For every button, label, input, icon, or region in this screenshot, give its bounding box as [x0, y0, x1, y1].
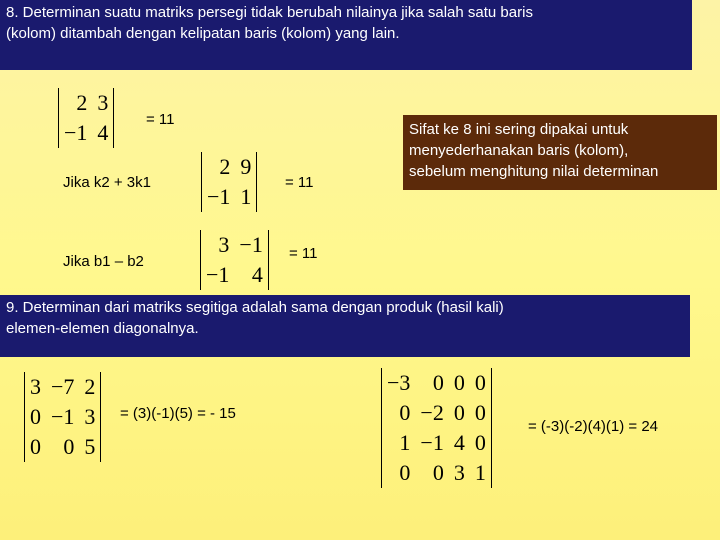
matrix-cell: 4	[97, 120, 109, 145]
section-8-banner	[0, 0, 692, 70]
matrix-cell: −1	[51, 404, 75, 429]
note-line-2: menyederhanakan baris (kolom),	[409, 142, 629, 159]
note-line-1: Sifat ke 8 ini sering dipakai untuk	[409, 121, 629, 138]
matrix-cell: 0	[30, 404, 41, 429]
section-8-line-2: (kolom) ditambah dengan kelipatan baris (kolom) yang lain.	[6, 25, 400, 42]
section-9-banner	[0, 295, 690, 357]
matrix-cell: −7	[51, 374, 75, 399]
matrix-cell: 2	[84, 374, 96, 399]
matrix-cell: 9	[240, 154, 252, 179]
matrix-cell: 0	[453, 370, 465, 395]
matrix-cell: 3	[453, 460, 465, 485]
matrix-cell: 2	[76, 90, 88, 115]
matrix-cell: 3	[218, 232, 230, 257]
triangular-matrix-3x3	[24, 372, 101, 462]
matrix-cell: 0	[432, 370, 444, 395]
matrix-cell: 0	[474, 370, 486, 395]
matrix-cell: 5	[84, 434, 96, 459]
matrix-cell: 0	[30, 434, 41, 459]
matrix-cell: 3	[84, 404, 96, 429]
matrix-cell: 3	[97, 90, 109, 115]
matrix-cell: −1	[64, 120, 88, 145]
matrix-cell: −1	[207, 184, 231, 209]
matrix-b	[200, 230, 269, 290]
matrix-cell: 0	[474, 430, 486, 455]
matrix-cell: 2	[219, 154, 231, 179]
matrix-cell: 0	[399, 460, 411, 485]
matrix-a-result: = 11	[146, 111, 175, 128]
matrix-cell: 1	[240, 184, 252, 209]
matrix-k	[201, 152, 257, 212]
matrix-cell: 1	[399, 430, 411, 455]
triangular-4x4-result: = (-3)(-2)(4)(1) = 24	[528, 418, 659, 435]
section-9-line-1: 9. Determinan dari matriks segitiga adalah sama dengan produk (hasil kali)	[6, 299, 504, 316]
section-9-line-2: elemen-elemen diagonalnya.	[6, 320, 199, 337]
matrix-cell: −1	[206, 262, 230, 287]
row-op-b-label: Jika b1 – b2	[63, 253, 144, 270]
matrix-cell: 0	[63, 434, 75, 459]
matrix-b-result: = 11	[289, 245, 318, 262]
matrix-cell: 4	[453, 430, 465, 455]
triangular-3x3-result: = (3)(-1)(5) = - 15	[120, 405, 236, 422]
matrix-a	[58, 88, 114, 148]
matrix-cell: 0	[474, 400, 486, 425]
matrix-cell: 0	[453, 400, 465, 425]
matrix-cell: −2	[420, 400, 444, 425]
matrix-cell: 4	[251, 262, 263, 287]
matrix-cell: 0	[399, 400, 411, 425]
triangular-matrix-4x4	[381, 368, 492, 488]
note-line-3: sebelum menghitung nilai determinan	[409, 163, 659, 180]
note-box	[403, 115, 717, 190]
matrix-cell: −3	[387, 370, 411, 395]
matrix-cell: −1	[420, 430, 444, 455]
matrix-k-result: = 11	[285, 174, 314, 191]
section-8-line-1: 8. Determinan suatu matriks persegi tidak berubah nilainya jika salah satu baris	[6, 4, 533, 21]
matrix-cell: 1	[474, 460, 486, 485]
matrix-cell: 3	[30, 374, 41, 399]
matrix-cell: −1	[239, 232, 263, 257]
matrix-cell: 0	[432, 460, 444, 485]
row-op-k-label: Jika k2 + 3k1	[63, 174, 151, 191]
